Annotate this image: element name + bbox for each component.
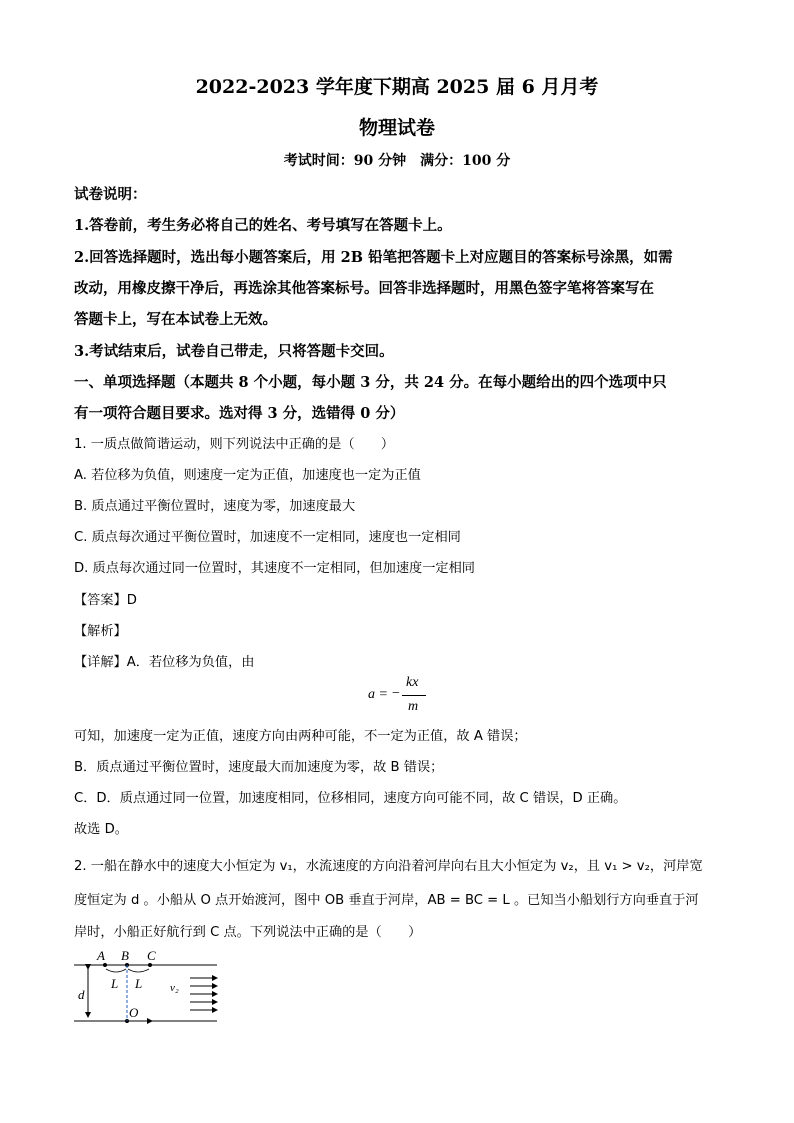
question-1-option-b: B. 质点通过平衡位置时，速度为零，加速度最大 bbox=[74, 499, 356, 514]
question-2-line: 2. 一船在静水中的速度大小恒定为 v₁，水流速度的方向沿着河岸向右且大小恒定为 v₂，且 v₁ > v₂，河岸宽 bbox=[74, 859, 703, 874]
point-c-dot bbox=[148, 963, 152, 967]
answer-line bbox=[74, 589, 724, 608]
bc-brace bbox=[128, 969, 149, 972]
river-crossing-diagram bbox=[72, 945, 232, 1030]
instruction-line: 3.考试结束后，试卷自己带走，只将答题卡交回。 bbox=[74, 343, 394, 360]
formula-fraction-bar bbox=[402, 695, 426, 696]
detail-line: C．D．质点通过同一位置，加速度相同，位移相同，速度方向可能不同，故 C 错误，D 正确。 bbox=[74, 791, 627, 806]
question-1-option-d: D. 质点每次通过同一位置时，其速度不一定相同，但加速度一定相同 bbox=[74, 561, 475, 576]
section-heading: 有一项符合题目要求。选对得 3 分，选错得 0 分） bbox=[74, 405, 405, 422]
question-2-line: 度恒定为 d 。小船从 O 点开始渡河，图中 OB 垂直于河岸，AB = BC = L 。已知当小船划行方向垂直于河 bbox=[74, 893, 699, 908]
formula-minus-sign: − bbox=[392, 686, 400, 701]
exam-subject: 物理试卷 bbox=[358, 117, 435, 139]
label-b: B bbox=[121, 948, 129, 963]
section-heading: 一、单项选择题（本题共 8 个小题，每小题 3 分，共 24 分。在每小题给出的四个选项中只 bbox=[74, 374, 667, 391]
label-l-bc: L bbox=[135, 976, 143, 991]
acceleration-formula bbox=[360, 675, 450, 719]
instruction-line: 1.答卷前，考生务必将自己的姓名、考号填写在答题卡上。 bbox=[74, 217, 452, 234]
formula-lhs: a = bbox=[368, 687, 388, 702]
answer-value: D bbox=[126, 593, 137, 608]
label-d: d bbox=[78, 987, 85, 1002]
label-l-ab: L bbox=[111, 976, 119, 991]
formula-numerator: kx bbox=[406, 675, 419, 690]
question-1-option-a: A. 若位移为负值，则速度一定为正值，加速度也一定为正值 bbox=[74, 468, 421, 483]
formula-denominator: m bbox=[408, 699, 419, 714]
detail-tag: 【详解】 bbox=[74, 655, 127, 670]
question-1-stem: 1. 一质点做简谐运动，则下列说法中正确的是（ ） bbox=[74, 437, 395, 452]
detail-line bbox=[74, 651, 724, 670]
answer-tag: 【答案】 bbox=[74, 593, 127, 608]
instructions-heading: 试卷说明： bbox=[74, 186, 147, 203]
instruction-line: 2.回答选择题时，选出每小题答案后，用 2B 铅笔把答题卡上对应题目的答案标号涂黑，如需 bbox=[74, 249, 673, 266]
detail-line: B．质点通过平衡位置时，速度最大而加速度为零，故 B 错误； bbox=[74, 760, 444, 775]
ab-brace bbox=[106, 969, 126, 972]
label-a: A bbox=[97, 948, 105, 963]
detail-first: A．若位移为负值，由 bbox=[126, 655, 255, 670]
question-1-option-c: C. 质点每次通过平衡位置时，加速度不一定相同，速度也一定相同 bbox=[74, 530, 461, 545]
label-o: O bbox=[129, 1005, 139, 1020]
label-v2: v₂ bbox=[170, 982, 179, 994]
label-c: C bbox=[147, 948, 156, 963]
detail-line: 可知，加速度一定为正值，速度方向由两种可能，不一定为正值，故 A 错误； bbox=[74, 729, 527, 744]
instruction-line: 答题卡上，写在本试卷上无效。 bbox=[74, 311, 277, 328]
question-2-line: 岸时，小船正好航行到 C 点。下列说法中正确的是（ ） bbox=[74, 925, 422, 940]
detail-line: 故选 D。 bbox=[74, 822, 128, 837]
point-a-dot bbox=[103, 963, 107, 967]
instruction-line: 改动，用橡皮擦干净后，再选涂其他答案标号。回答非选择题时，用黑色签字笔将答案写在 bbox=[74, 280, 654, 297]
analysis-tag: 【解析】 bbox=[74, 624, 127, 639]
exam-title: 2022-2023 学年度下期高 2025 届 6 月月考 bbox=[195, 76, 599, 98]
exam-meta: 考试时间：90 分钟 满分：100 分 bbox=[283, 153, 511, 169]
